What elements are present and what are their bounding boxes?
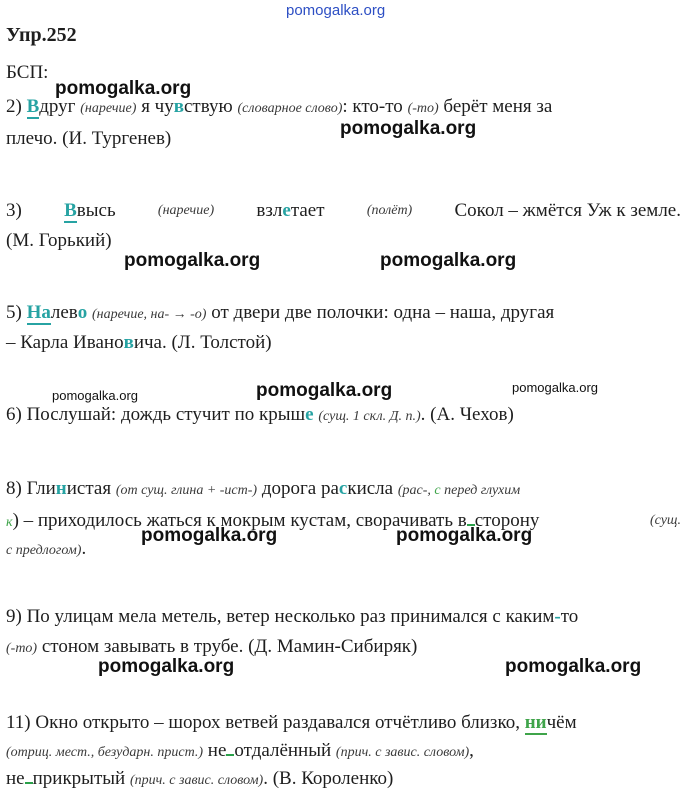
sentence-2-line-1: 2) Вдруг (наречие) я чувствую (словарное слово): кто-то (-то) берёт меня за bbox=[6, 96, 553, 117]
watermark: pomogalka.org bbox=[286, 2, 386, 19]
watermark: pomogalka.org bbox=[505, 656, 642, 677]
watermark: pomogalka.org bbox=[52, 388, 138, 403]
sentence-9-line-1: 9) По улицам мела метель, ветер несколько раз принимался с каким-то bbox=[6, 606, 579, 627]
watermark: pomogalka.org bbox=[124, 250, 261, 271]
watermark: pomogalka.org bbox=[98, 656, 235, 677]
watermark: pomogalka.org bbox=[380, 250, 517, 271]
sentence-5-line-2: – Карла Ивановича. (Л. Толстой) bbox=[6, 332, 272, 353]
sentence-9-line-2: (-то) стоном завывать в трубе. (Д. Мамин-Сибиряк) bbox=[6, 636, 418, 657]
watermark: pomogalka.org bbox=[141, 525, 278, 546]
watermark: pomogalka.org bbox=[396, 525, 533, 546]
sentence-8-line-1: 8) Глинистая (от сущ. глина + -ист-) дорога раскисла (рас-, с перед глухим bbox=[6, 478, 521, 499]
sentence-2-line-2: плечо. (И. Тургенев) bbox=[6, 128, 172, 149]
sentence-8-line-3: с предлогом). bbox=[6, 538, 87, 559]
sentence-3-line-2: (М. Горький) bbox=[6, 230, 112, 251]
watermark: pomogalka.org bbox=[55, 78, 192, 99]
sentence-11-line-2: (отриц. мест., безударн. прист.) не отдалённый (прич. с завис. словом), bbox=[6, 740, 474, 761]
sentence-5-line-1: 5) Налево (наречие, на- → -о) от двери две полочки: одна – наша, другая bbox=[6, 302, 555, 323]
watermark: pomogalka.org bbox=[256, 380, 393, 401]
watermark: pomogalka.org bbox=[512, 380, 598, 395]
sentence-11-line-1: 11) Окно открыто – шорох ветвей раздавался отчётливо близко, ничём bbox=[6, 712, 577, 733]
exercise-title: Упр.252 bbox=[6, 24, 77, 46]
watermark: pomogalka.org bbox=[340, 118, 477, 139]
sentence-11-line-3: не прикрытый (прич. с завис. словом). (В. Короленко) bbox=[6, 768, 394, 789]
sentence-3-line-1: 3) Ввысь (наречие) взлетает (полёт) Сокол – жмётся Уж к земле. bbox=[6, 200, 681, 221]
section-label: БСП: bbox=[6, 62, 49, 83]
sentence-6: 6) Послушай: дождь стучит по крыше (сущ. 1 скл. Д. п.). (А. Чехов) bbox=[6, 404, 514, 425]
sentence-8-line-2: к) – приходилось жаться к мокрым кустам, сворачивать в сторону (сущ. bbox=[6, 510, 681, 531]
